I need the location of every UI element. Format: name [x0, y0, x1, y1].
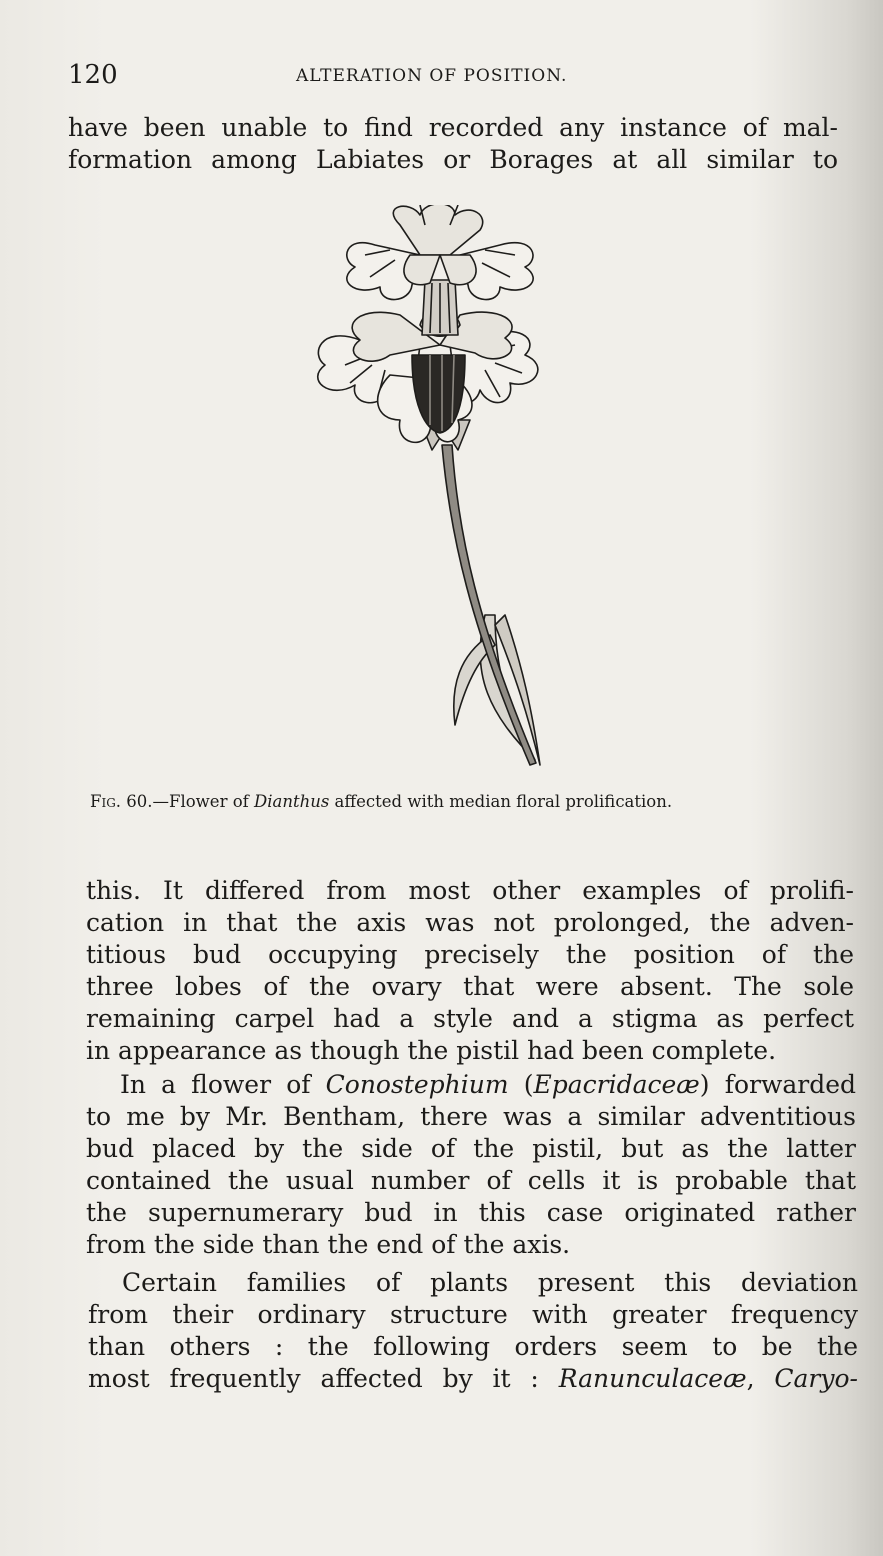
text-line: titious bud occupying precisely the position of the — [86, 940, 854, 969]
text-line: bud placed by the side of the pistil, but as the latter — [86, 1134, 856, 1163]
text-italic: Caryo- — [774, 1364, 858, 1393]
running-head — [68, 60, 858, 96]
text-line: in appearance as though the pistil had been complete. — [86, 1036, 777, 1065]
text-line: from their ordinary structure with greater frequency — [88, 1300, 858, 1329]
caption-text: affected with median floral prolification. — [329, 792, 673, 811]
text-run: ( — [508, 1070, 534, 1099]
text-line: contained the usual number of cells it is probable that — [86, 1166, 856, 1195]
text-line: this. It differed from most other examples of prolifi- — [86, 876, 854, 905]
text-line: to me by Mr. Bentham, there was a similar adventitious — [86, 1102, 856, 1131]
caption-italic: Dianthus — [253, 792, 330, 811]
text-line — [86, 1069, 856, 1101]
text-run: most frequently affected by it : — [88, 1364, 559, 1393]
paragraph-1 — [86, 875, 854, 1067]
paragraph-top — [68, 112, 838, 176]
text-line: than others : the following orders seem to be the — [88, 1332, 858, 1361]
running-title: ALTERATION OF POSITION. — [296, 66, 568, 86]
caption-text: —Flower of — [152, 792, 254, 811]
text-line: formation among Labiates or Borages at all similar to — [68, 145, 838, 174]
text-run: ) forwarded — [699, 1070, 857, 1099]
figure-label: Fig. 60. — [90, 792, 153, 811]
dianthus-flower-icon — [300, 205, 620, 775]
text-line: have been unable to find recorded any instance of mal- — [68, 113, 838, 142]
figure-caption — [90, 792, 672, 811]
text-italic: Ranunculaceæ — [558, 1364, 747, 1393]
text-italic: Conostephium — [325, 1070, 509, 1099]
text-run: In a flower of — [120, 1070, 326, 1099]
text-line: the supernumerary bud in this case originated rather — [86, 1198, 856, 1227]
page-number: 120 — [68, 60, 118, 90]
text-italic: Epacridaceæ — [533, 1070, 700, 1099]
text-line: from the side than the end of the axis. — [86, 1230, 571, 1259]
paragraph-3 — [88, 1267, 858, 1395]
text-line: cation in that the axis was not prolonged, the adven- — [86, 908, 854, 937]
text-line: Certain families of plants present this deviation — [122, 1268, 858, 1297]
dianthus-flower-figure — [300, 205, 620, 775]
paragraph-2 — [86, 1069, 856, 1261]
text-line — [88, 1363, 858, 1395]
text-line: three lobes of the ovary that were absent. The sole — [86, 972, 854, 1001]
text-run: , — [746, 1364, 775, 1393]
text-line: remaining carpel had a style and a stigma as perfect — [86, 1004, 854, 1033]
